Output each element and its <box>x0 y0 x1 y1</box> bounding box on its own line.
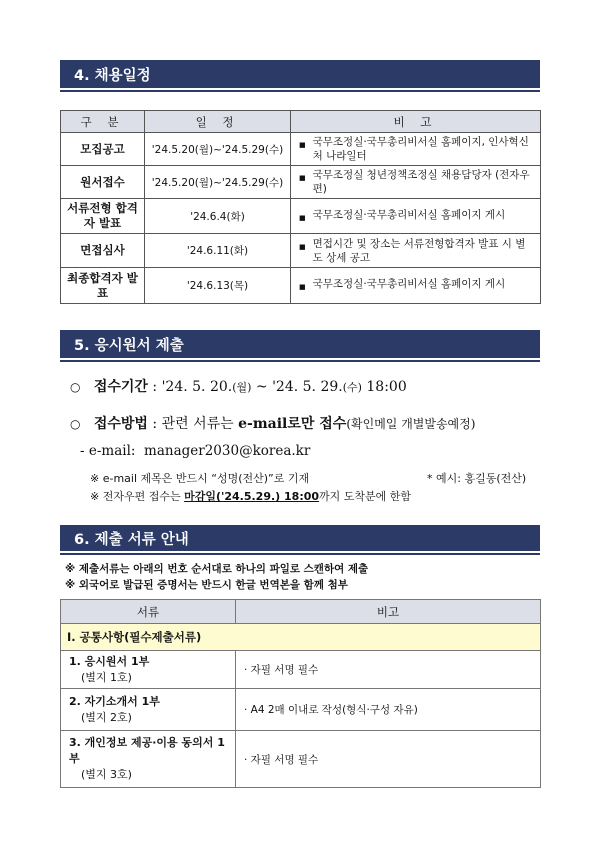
method-text: 관련 서류는 <box>161 416 239 432</box>
doc-note: ※ 제출서류는 아래의 번호 순서대로 하나의 파일로 스캔하여 제출 <box>65 563 369 575</box>
period-end: '24. 5. 29. <box>272 379 343 395</box>
schedule-item: 원서접수 <box>61 166 145 199</box>
submission-method <box>70 413 475 433</box>
table-row <box>61 689 541 731</box>
circle-bullet-icon: ○ <box>70 417 81 431</box>
documents-table <box>60 599 541 788</box>
email-subject-example: * 예시: 홍길동(전산) <box>427 472 527 485</box>
email-subject-text: ※ e-mail 제목은 반드시 “성명(전산)”로 기재 <box>90 472 310 485</box>
document-remark: · 자필 서명 필수 <box>236 731 541 788</box>
table-row <box>61 234 541 268</box>
section-4-title: 4. 채용일정 <box>74 67 151 84</box>
schedule-date: '24.5.20(월)~'24.5.29(수) <box>145 166 291 199</box>
schedule-note: 국무조정실·국무총리비서실 홈페이지 게시 <box>312 208 506 221</box>
method-separator: : <box>147 416 162 432</box>
email-line <box>80 443 310 459</box>
schedule-date: '24.6.13(목) <box>145 268 291 304</box>
section-5-title: 5. 응시원서 제출 <box>74 337 184 354</box>
period-end-day: (수) <box>342 381 362 394</box>
documents-header-doc: 서류 <box>61 600 236 624</box>
schedule-note: 면접시간 및 장소는 서류전형합격자 발표 시 별도 상세 공고 <box>312 237 526 264</box>
method-paren: (확인메일 개별발송예정) <box>346 417 476 431</box>
schedule-header-date: 일 정 <box>145 111 291 133</box>
period-tilde: ~ <box>255 379 268 395</box>
period-time: 18:00 <box>366 379 407 395</box>
submission-period <box>70 376 407 396</box>
square-bullet-icon: ■ <box>299 213 306 222</box>
section-6-header <box>60 525 540 551</box>
documents-header-remark: 비고 <box>236 600 541 624</box>
period-separator: : <box>147 379 162 395</box>
email-prefix: - e-mail: <box>80 443 136 459</box>
table-row <box>61 651 541 689</box>
section-5-header <box>60 330 540 358</box>
document-form-ref: (별지 1호) <box>81 670 132 684</box>
schedule-date: '24.6.4(화) <box>145 199 291 234</box>
schedule-header-item: 구 분 <box>61 111 145 133</box>
section-4-header <box>60 60 540 88</box>
schedule-date: '24.6.11(화) <box>145 234 291 268</box>
document-form-ref: (별지 3호) <box>81 768 132 781</box>
square-bullet-icon: ■ <box>299 141 306 149</box>
schedule-item: 모집공고 <box>61 133 145 166</box>
table-row <box>61 199 541 234</box>
schedule-table <box>60 110 541 304</box>
schedule-date: '24.5.20(월)~'24.5.29(수) <box>145 133 291 166</box>
schedule-note: 국무조정실·국무총리비서실 홈페이지, 인사혁신처 나라일터 <box>312 136 529 162</box>
table-row <box>61 133 541 166</box>
square-bullet-icon: ■ <box>299 174 306 182</box>
table-row <box>61 268 541 304</box>
schedule-header-row <box>61 111 541 133</box>
method-emphasis: e-mail로만 접수 <box>238 416 347 432</box>
section-6-underline <box>60 553 540 555</box>
doc-note: ※ 외국어로 발급된 증명서는 반드시 한글 번역본을 함께 첨부 <box>65 579 348 591</box>
section-6-title: 6. 제출 서류 안내 <box>74 531 189 548</box>
document-remark: · 자필 서명 필수 <box>236 651 541 689</box>
document-form-ref: (별지 2호) <box>81 710 132 724</box>
deadline-suffix: 까지 도착분에 한함 <box>319 490 412 503</box>
deadline-emphasis: 마감일('24.5.29.) 18:00 <box>184 490 320 503</box>
document-remark: · A4 2매 이내로 작성(형식·구성 자유) <box>236 689 541 731</box>
period-label: 접수기간 <box>93 379 148 395</box>
documents-header-row <box>61 600 541 624</box>
square-bullet-icon: ■ <box>299 283 306 291</box>
schedule-item: 최종합격자 발표 <box>61 268 145 304</box>
section-4-underline <box>60 90 540 92</box>
document-name: 1. 응시원서 1부 <box>69 654 150 668</box>
schedule-item: 면접심사 <box>61 234 145 268</box>
documents-category-row <box>61 624 541 651</box>
period-start-day: (월) <box>232 381 252 394</box>
schedule-note: 국무조정실 청년정책조정실 채용담당자 (전자우편) <box>312 169 530 195</box>
schedule-item: 서류전형 합격자 발표 <box>61 199 145 234</box>
table-row <box>61 166 541 199</box>
document-name: 3. 개인정보 제공·이용 동의서 1부 <box>69 736 225 765</box>
circle-bullet-icon: ○ <box>70 380 81 394</box>
document-name: 2. 자기소개서 1부 <box>69 694 160 708</box>
schedule-header-note: 비 고 <box>291 111 541 133</box>
email-address[interactable]: manager2030@korea.kr <box>144 443 311 459</box>
email-subject-note <box>90 470 540 486</box>
deadline-prefix: ※ 전자우편 접수는 <box>90 490 185 503</box>
method-label: 접수방법 <box>93 416 148 432</box>
period-start: '24. 5. 20. <box>161 379 233 395</box>
square-bullet-icon: ■ <box>299 242 306 251</box>
table-row <box>61 731 541 788</box>
deadline-note <box>90 488 411 504</box>
schedule-note: 국무조정실·국무총리비서실 홈페이지 게시 <box>312 278 506 290</box>
documents-category: Ⅰ. 공통사항(필수제출서류) <box>61 624 541 651</box>
section-5-underline <box>60 360 540 362</box>
